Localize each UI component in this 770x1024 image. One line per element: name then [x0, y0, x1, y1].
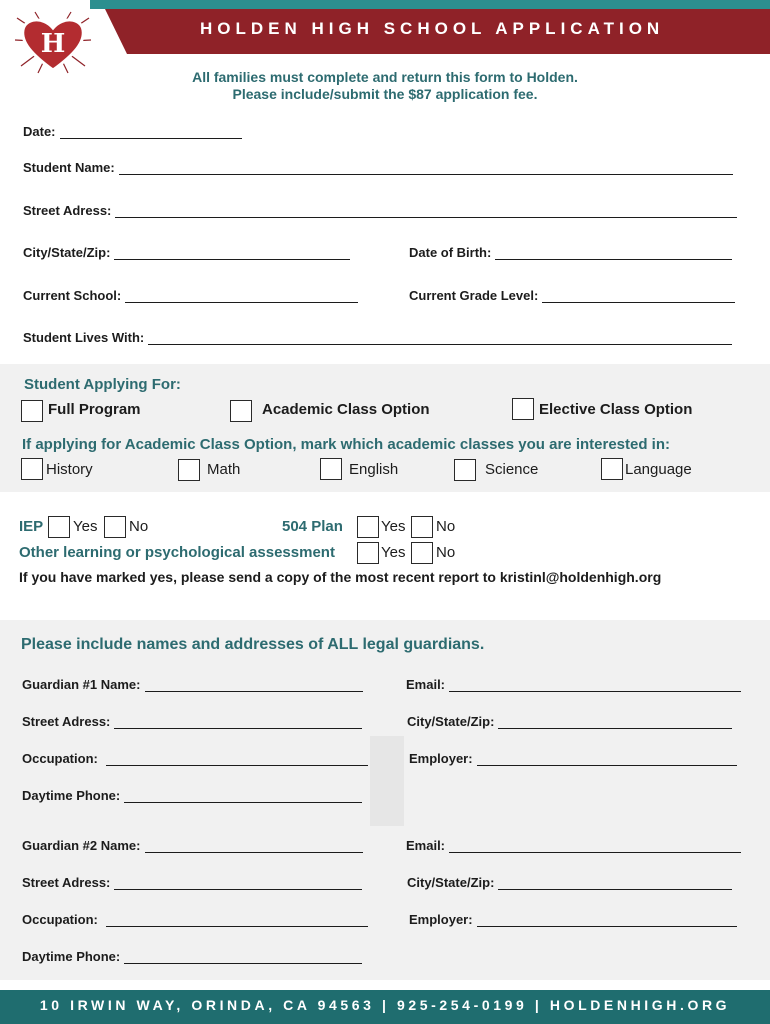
plan-504-yes-label: Yes: [381, 518, 406, 535]
guardian2-email-label: Email:: [406, 838, 446, 853]
elective-option-label: Elective Class Option: [539, 401, 693, 418]
footer-contact: 10 IRWIN WAY, ORINDA, CA 94563 | 925-254-0199 | HOLDENHIGH.ORG: [39, 997, 731, 1013]
iep-yes-checkbox[interactable]: [48, 516, 70, 538]
street-field[interactable]: [23, 203, 737, 218]
iep-no-checkbox[interactable]: [104, 516, 126, 538]
iep-label: IEP: [19, 518, 44, 535]
assessment-yes-checkbox[interactable]: [357, 542, 379, 564]
plan-504-label: 504 Plan: [282, 518, 343, 535]
plan-504-no-label: No: [436, 518, 456, 535]
assessment-yes-label: Yes: [381, 544, 406, 561]
guardian1-employer-label: Employer:: [409, 751, 473, 766]
guardian2-phone-label: Daytime Phone:: [22, 949, 121, 964]
english-checkbox[interactable]: [320, 458, 342, 480]
dob-field[interactable]: [409, 245, 732, 260]
math-checkbox[interactable]: [178, 459, 200, 481]
report-note: If you have marked yes, please send a copy of the most recent report to kristinl@holdenhigh.org: [19, 569, 662, 585]
lives-with-field[interactable]: [23, 330, 732, 345]
current-school-field[interactable]: [23, 288, 358, 303]
math-label: Math: [207, 461, 241, 478]
guardian1-employer-field[interactable]: [409, 751, 737, 766]
header-accent-bar: [90, 0, 770, 9]
guardian1-email-label: Email:: [406, 677, 446, 692]
academic-option-label: Academic Class Option: [262, 401, 430, 418]
intro-line-2: Please include/submit the $87 application fee.: [232, 86, 538, 102]
full-program-label: Full Program: [48, 401, 141, 418]
current-school-label: Current School:: [23, 288, 122, 303]
history-checkbox[interactable]: [21, 458, 43, 480]
iep-yes-label: Yes: [73, 518, 98, 535]
student-name-field[interactable]: [23, 160, 733, 175]
assessment-no-checkbox[interactable]: [411, 542, 433, 564]
history-label: History: [46, 461, 93, 478]
divider-block: [370, 736, 404, 826]
science-label: Science: [485, 461, 539, 478]
guardian1-name-label: Guardian #1 Name:: [22, 677, 141, 692]
date-label: Date:: [23, 124, 56, 139]
heart-logo-icon: [13, 10, 93, 74]
guardian2-street-field[interactable]: [22, 875, 362, 890]
iep-no-label: No: [129, 518, 149, 535]
city-field[interactable]: [23, 245, 350, 260]
science-checkbox[interactable]: [454, 459, 476, 481]
guardian1-name-field[interactable]: [22, 677, 363, 692]
language-label: Language: [625, 461, 692, 478]
full-program-checkbox[interactable]: [21, 400, 43, 422]
guardian1-phone-field[interactable]: [22, 788, 362, 803]
guardian2-employer-label: Employer:: [409, 912, 473, 927]
guardian1-occupation-field[interactable]: [22, 751, 368, 766]
plan-504-yes-checkbox[interactable]: [357, 516, 379, 538]
grade-level-label: Current Grade Level:: [409, 288, 539, 303]
assessment-label: Other learning or psychological assessment: [19, 544, 335, 561]
applying-title: Student Applying For:: [24, 376, 181, 393]
guardian2-city-label: City/State/Zip:: [407, 875, 495, 890]
street-label: Street Adress:: [23, 203, 112, 218]
dob-label: Date of Birth:: [409, 245, 492, 260]
grade-level-field[interactable]: [409, 288, 735, 303]
guardian1-email-field[interactable]: [406, 677, 741, 692]
guardian1-street-field[interactable]: [22, 714, 362, 729]
logo-letter: H: [40, 29, 66, 59]
guardian2-occupation-field[interactable]: [22, 912, 368, 927]
guardian2-phone-field[interactable]: [22, 949, 362, 964]
plan-504-no-checkbox[interactable]: [411, 516, 433, 538]
guardian2-name-label: Guardian #2 Name:: [22, 838, 141, 853]
guardian1-phone-label: Daytime Phone:: [22, 788, 121, 803]
intro-line-1: All families must complete and return this form to Holden.: [192, 69, 578, 85]
guardians-title: Please include names and addresses of ALL legal guardians.: [21, 636, 485, 653]
academic-prompt: If applying for Academic Class Option, mark which academic classes you are interested in:: [22, 436, 670, 453]
guardian2-street-label: Street Adress:: [22, 875, 111, 890]
language-checkbox[interactable]: [601, 458, 623, 480]
city-label: City/State/Zip:: [23, 245, 111, 260]
guardian2-employer-field[interactable]: [409, 912, 737, 927]
english-label: English: [349, 461, 399, 478]
lives-with-label: Student Lives With:: [23, 330, 145, 345]
guardian1-city-field[interactable]: [407, 714, 732, 729]
guardian2-occupation-label: Occupation:: [22, 912, 98, 927]
guardian1-city-label: City/State/Zip:: [407, 714, 495, 729]
guardian2-city-field[interactable]: [407, 875, 732, 890]
guardian1-street-label: Street Adress:: [22, 714, 111, 729]
academic-option-checkbox[interactable]: [230, 400, 252, 422]
student-name-label: Student Name:: [23, 160, 115, 175]
assessment-no-label: No: [436, 544, 456, 561]
date-field[interactable]: [23, 124, 242, 139]
guardian2-name-field[interactable]: [22, 838, 363, 853]
guardian1-occupation-label: Occupation:: [22, 751, 98, 766]
page-title: HOLDEN HIGH SCHOOL APPLICATION: [200, 19, 665, 38]
elective-option-checkbox[interactable]: [512, 398, 534, 420]
guardian2-email-field[interactable]: [406, 838, 741, 853]
